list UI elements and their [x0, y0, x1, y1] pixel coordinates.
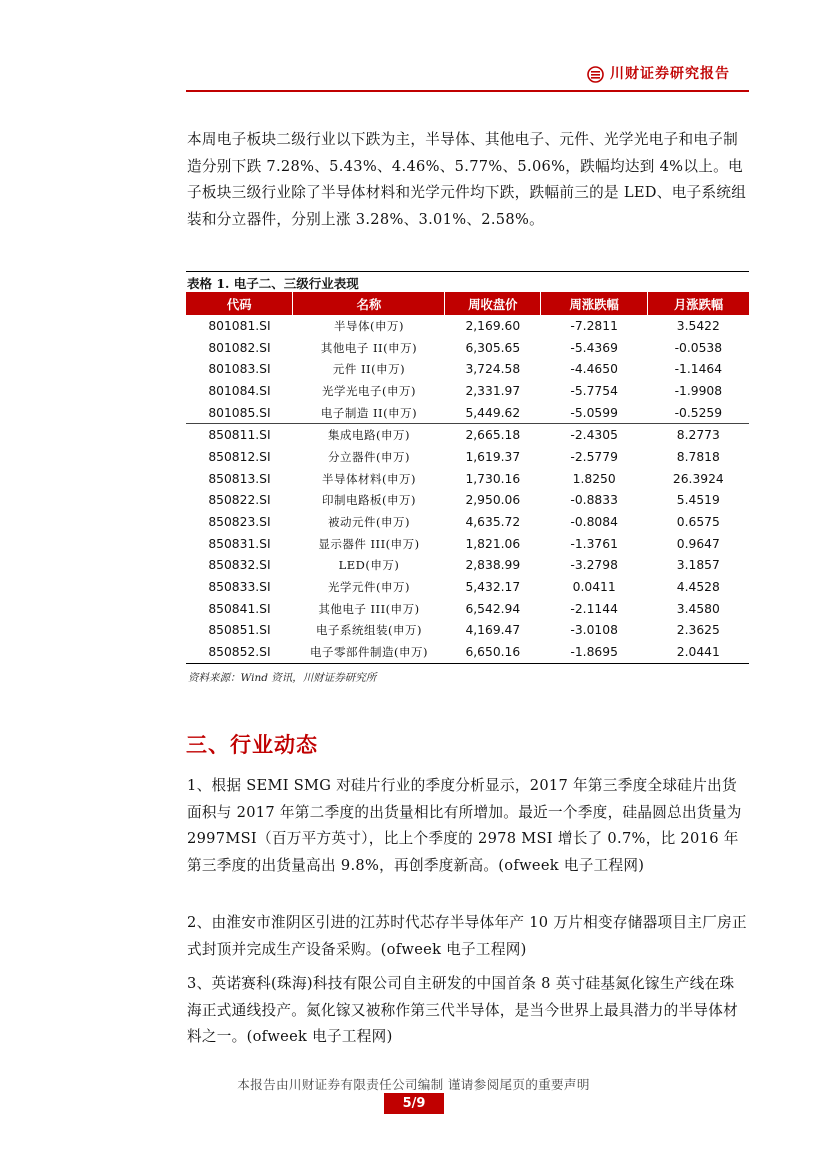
- cell-close: 4,635.72: [465, 515, 521, 530]
- table-row: [186, 424, 749, 446]
- chuancai-logo-icon: [587, 66, 604, 83]
- cell-code: 850841.SI: [208, 601, 271, 616]
- cell-code: 850822.SI: [208, 493, 271, 508]
- table-caption: 表格 1. 电子二、三级行业表现: [187, 276, 359, 291]
- cell-name: 其他电子 II(申万): [320, 340, 418, 355]
- table-row: [186, 511, 749, 533]
- column-header: 代码: [186, 292, 293, 315]
- cell-week-change: -5.7754: [570, 383, 618, 398]
- cell-name: 光学光电子(申万): [321, 383, 416, 398]
- cell-code: 801082.SI: [208, 340, 271, 355]
- intro-paragraph: 本周电子板块二级行业以下跌为主，半导体、其他电子、元件、光学光电子和电子制造分别下跌 7.28%、5.43%、4.46%、5.77%、5.06%，跌幅均达到 4%以上。电子板块三级行业除了半导体材料和光学元件均下跌，跌幅前三的是 LED、电子系统组装和分立器件，分别上涨 3.28%、3.01%、2.58%。: [187, 131, 747, 228]
- table-source-note: 资料来源：Wind 资讯，川财证券研究所: [188, 672, 377, 684]
- cell-close: 1,730.16: [465, 471, 521, 486]
- cell-close: 5,432.17: [465, 580, 521, 595]
- cell-name: 电子制造 II(申万): [320, 405, 418, 420]
- cell-name: 集成电路(申万): [293, 424, 445, 446]
- cell-code: 850811.SI: [186, 424, 293, 446]
- cell-week-change: -1.3761: [570, 536, 618, 551]
- cell-code: 801083.SI: [208, 362, 271, 377]
- cell-code: 850812.SI: [208, 449, 271, 464]
- cell-week-change: -3.2798: [570, 558, 618, 573]
- cell-code: 850852.SI: [186, 641, 293, 663]
- cell-month-change: 4.4528: [676, 580, 720, 595]
- industry-performance-table: [186, 292, 749, 664]
- cell-name: 光学元件(申万): [327, 580, 410, 595]
- cell-code: 801084.SI: [208, 383, 271, 398]
- cell-month-change: 3.4580: [676, 601, 720, 616]
- cell-month-change: 5.4519: [676, 493, 720, 508]
- table-row: [186, 446, 749, 468]
- cell-month-change: 8.7818: [676, 449, 720, 464]
- cell-close: 2,665.18: [445, 424, 541, 446]
- cell-code: 850823.SI: [208, 515, 271, 530]
- table-row: [186, 555, 749, 577]
- cell-name: 被动元件(申万): [327, 515, 410, 530]
- cell-week-change: -0.8833: [570, 493, 618, 508]
- cell-month-change: -1.1464: [674, 362, 723, 377]
- table-row: [186, 533, 749, 555]
- table-row: [186, 337, 749, 359]
- section-title: 三、行业动态: [186, 732, 318, 757]
- cell-week-change: 1.8250: [572, 471, 616, 486]
- cell-name: 分立器件(申万): [327, 449, 410, 464]
- table-header-row: [186, 292, 749, 315]
- table-row: [186, 468, 749, 490]
- cell-week-change: -0.8084: [570, 515, 618, 530]
- cell-month-change: 2.0441: [648, 641, 749, 663]
- column-header: 周涨跌幅: [541, 292, 648, 315]
- cell-name: 电子系统组装(申万): [315, 623, 422, 638]
- cell-week-change: -5.4369: [570, 340, 618, 355]
- cell-week-change: -3.0108: [570, 623, 618, 638]
- cell-month-change: 26.3924: [672, 471, 724, 486]
- cell-week-change: -4.4650: [570, 362, 618, 377]
- cell-month-change: -0.5259: [674, 405, 723, 420]
- cell-month-change: 8.2773: [648, 424, 749, 446]
- cell-close: 2,950.06: [465, 493, 521, 508]
- cell-code: 801085.SI: [208, 405, 271, 420]
- cell-code: 850831.SI: [208, 536, 271, 551]
- cell-week-change: -5.0599: [570, 405, 618, 420]
- cell-week-change: -2.5779: [570, 449, 618, 464]
- cell-name: LED(申万): [338, 558, 400, 573]
- cell-month-change: 3.5422: [676, 318, 720, 333]
- cell-week-change: -2.4305: [541, 424, 648, 446]
- cell-name: 半导体(申万): [333, 318, 404, 333]
- cell-close: 6,650.16: [445, 641, 541, 663]
- news-item: 3、英诺赛科(珠海)科技有限公司自主研发的中国首条 8 英寸硅基氮化镓生产线在珠海正式通线投产。氮化镓又被称作第三代半导体，是当今世界上最具潜力的半导体材料之一。(ofweek 电子工程网): [187, 975, 739, 1045]
- news-item: 1、根据 SEMI SMG 对硅片行业的季度分析显示，2017 年第三季度全球硅片出货面积与 2017 年第二季度的出货量相比有所增加。最近一个季度，硅晶圆总出货量为 2997MSI（百万平方英寸），比上个季度的 2978 MSI 增长了 0.7%，比 2016 年第三季度的出货量高出 9.8%，再创季度新高。(ofweek 电子工程网): [187, 777, 742, 874]
- cell-close: 2,169.60: [465, 318, 521, 333]
- cell-code: 801081.SI: [208, 318, 271, 333]
- cell-month-change: -0.0538: [674, 340, 723, 355]
- cell-name: 印制电路板(申万): [321, 493, 416, 508]
- table-top-rule: [186, 271, 749, 272]
- cell-month-change: 3.1857: [676, 558, 720, 573]
- cell-close: 2,838.99: [465, 558, 521, 573]
- cell-name: 元件 II(申万): [332, 362, 406, 377]
- table-row: [186, 490, 749, 512]
- column-header: 名称: [293, 292, 445, 315]
- cell-close: 5,449.62: [465, 405, 521, 420]
- cell-close: 2,331.97: [465, 383, 521, 398]
- cell-name: 半导体材料(申万): [321, 471, 416, 486]
- cell-month-change: 0.9647: [676, 536, 720, 551]
- footer-disclaimer: 本报告由川财证券有限责任公司编制 谨请参阅尾页的重要声明: [237, 1077, 590, 1092]
- header-brand-title: 川财证券研究报告: [610, 66, 730, 82]
- cell-code: 850813.SI: [208, 471, 271, 486]
- table-row: [186, 402, 749, 424]
- table-row: [186, 380, 749, 402]
- cell-close: 1,619.37: [465, 449, 521, 464]
- cell-week-change: 0.0411: [572, 580, 616, 595]
- cell-name: 显示器件 III(申万): [318, 536, 420, 551]
- cell-name: 其他电子 III(申万): [318, 601, 420, 616]
- cell-close: 3,724.58: [465, 362, 521, 377]
- cell-month-change: 2.3625: [676, 623, 720, 638]
- table-row: [186, 620, 749, 642]
- cell-close: 6,305.65: [465, 340, 521, 355]
- column-header: 月涨跌幅: [648, 292, 749, 315]
- table-row: [186, 576, 749, 598]
- table-row: [186, 358, 749, 380]
- cell-close: 6,542.94: [465, 601, 521, 616]
- page-number: 5/9: [384, 1093, 444, 1114]
- cell-code: 850851.SI: [208, 623, 271, 638]
- cell-month-change: 0.6575: [676, 515, 720, 530]
- cell-code: 850833.SI: [208, 580, 271, 595]
- cell-month-change: -1.9908: [674, 383, 723, 398]
- table-row: [186, 641, 749, 663]
- cell-week-change: -7.2811: [570, 318, 618, 333]
- table-row: [186, 315, 749, 337]
- cell-close: 4,169.47: [465, 623, 521, 638]
- column-header: 周收盘价: [445, 292, 541, 315]
- news-item: 2、由淮安市淮阴区引进的江苏时代芯存半导体年产 10 万片相变存储器项目主厂房正式封顶并完成生产设备采购。(ofweek 电子工程网): [187, 914, 747, 958]
- table-row: [186, 598, 749, 620]
- cell-week-change: -1.8695: [541, 641, 648, 663]
- header-divider: [186, 90, 749, 92]
- cell-code: 850832.SI: [208, 558, 271, 573]
- cell-name: 电子零部件制造(申万): [293, 641, 445, 663]
- cell-close: 1,821.06: [465, 536, 521, 551]
- cell-week-change: -2.1144: [570, 601, 618, 616]
